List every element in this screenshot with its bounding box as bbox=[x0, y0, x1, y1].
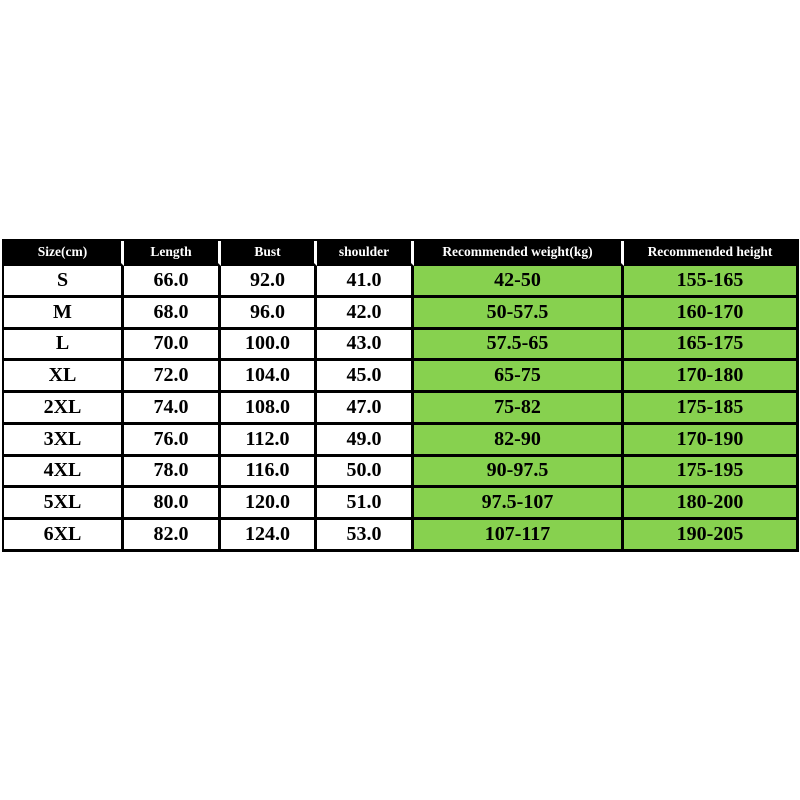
cell-shoulder: 41.0 bbox=[317, 266, 414, 298]
cell-length: 82.0 bbox=[124, 520, 221, 552]
cell-weight: 42-50 bbox=[414, 266, 624, 298]
cell-shoulder: 42.0 bbox=[317, 298, 414, 330]
cell-bust: 112.0 bbox=[221, 425, 317, 457]
cell-size: S bbox=[4, 266, 124, 298]
cell-length: 66.0 bbox=[124, 266, 221, 298]
cell-length: 78.0 bbox=[124, 457, 221, 489]
header-bust: Bust bbox=[221, 241, 317, 266]
cell-weight: 75-82 bbox=[414, 393, 624, 425]
cell-weight: 57.5-65 bbox=[414, 330, 624, 362]
cell-length: 74.0 bbox=[124, 393, 221, 425]
header-size: Size(cm) bbox=[4, 241, 124, 266]
cell-length: 70.0 bbox=[124, 330, 221, 362]
cell-height: 175-185 bbox=[624, 393, 799, 425]
table-row bbox=[4, 457, 799, 489]
cell-weight: 90-97.5 bbox=[414, 457, 624, 489]
cell-bust: 100.0 bbox=[221, 330, 317, 362]
cell-height: 180-200 bbox=[624, 488, 799, 520]
cell-size: 3XL bbox=[4, 425, 124, 457]
header-row bbox=[4, 241, 799, 266]
header-recommended-weight: Recommended weight(kg) bbox=[414, 241, 624, 266]
cell-bust: 108.0 bbox=[221, 393, 317, 425]
size-chart-table bbox=[2, 239, 799, 552]
cell-shoulder: 43.0 bbox=[317, 330, 414, 362]
cell-height: 190-205 bbox=[624, 520, 799, 552]
cell-size: L bbox=[4, 330, 124, 362]
table-row bbox=[4, 520, 799, 552]
cell-height: 170-190 bbox=[624, 425, 799, 457]
header-recommended-height: Recommended height bbox=[624, 241, 799, 266]
cell-weight: 65-75 bbox=[414, 361, 624, 393]
table-row bbox=[4, 393, 799, 425]
cell-shoulder: 50.0 bbox=[317, 457, 414, 489]
cell-height: 155-165 bbox=[624, 266, 799, 298]
cell-size: 2XL bbox=[4, 393, 124, 425]
cell-size: 4XL bbox=[4, 457, 124, 489]
header-length: Length bbox=[124, 241, 221, 266]
cell-shoulder: 51.0 bbox=[317, 488, 414, 520]
cell-shoulder: 47.0 bbox=[317, 393, 414, 425]
cell-shoulder: 45.0 bbox=[317, 361, 414, 393]
cell-height: 165-175 bbox=[624, 330, 799, 362]
cell-size: XL bbox=[4, 361, 124, 393]
cell-weight: 82-90 bbox=[414, 425, 624, 457]
table-row bbox=[4, 330, 799, 362]
table-row bbox=[4, 298, 799, 330]
cell-size: 5XL bbox=[4, 488, 124, 520]
cell-shoulder: 49.0 bbox=[317, 425, 414, 457]
cell-bust: 116.0 bbox=[221, 457, 317, 489]
cell-length: 72.0 bbox=[124, 361, 221, 393]
cell-bust: 92.0 bbox=[221, 266, 317, 298]
cell-length: 68.0 bbox=[124, 298, 221, 330]
table-row bbox=[4, 425, 799, 457]
cell-bust: 96.0 bbox=[221, 298, 317, 330]
table-row bbox=[4, 361, 799, 393]
cell-weight: 107-117 bbox=[414, 520, 624, 552]
cell-shoulder: 53.0 bbox=[317, 520, 414, 552]
cell-length: 76.0 bbox=[124, 425, 221, 457]
cell-length: 80.0 bbox=[124, 488, 221, 520]
cell-weight: 97.5-107 bbox=[414, 488, 624, 520]
cell-bust: 120.0 bbox=[221, 488, 317, 520]
cell-height: 175-195 bbox=[624, 457, 799, 489]
cell-height: 170-180 bbox=[624, 361, 799, 393]
header-shoulder: shoulder bbox=[317, 241, 414, 266]
cell-height: 160-170 bbox=[624, 298, 799, 330]
cell-bust: 124.0 bbox=[221, 520, 317, 552]
cell-bust: 104.0 bbox=[221, 361, 317, 393]
cell-size: M bbox=[4, 298, 124, 330]
table-row bbox=[4, 266, 799, 298]
cell-size: 6XL bbox=[4, 520, 124, 552]
cell-weight: 50-57.5 bbox=[414, 298, 624, 330]
table-row bbox=[4, 488, 799, 520]
